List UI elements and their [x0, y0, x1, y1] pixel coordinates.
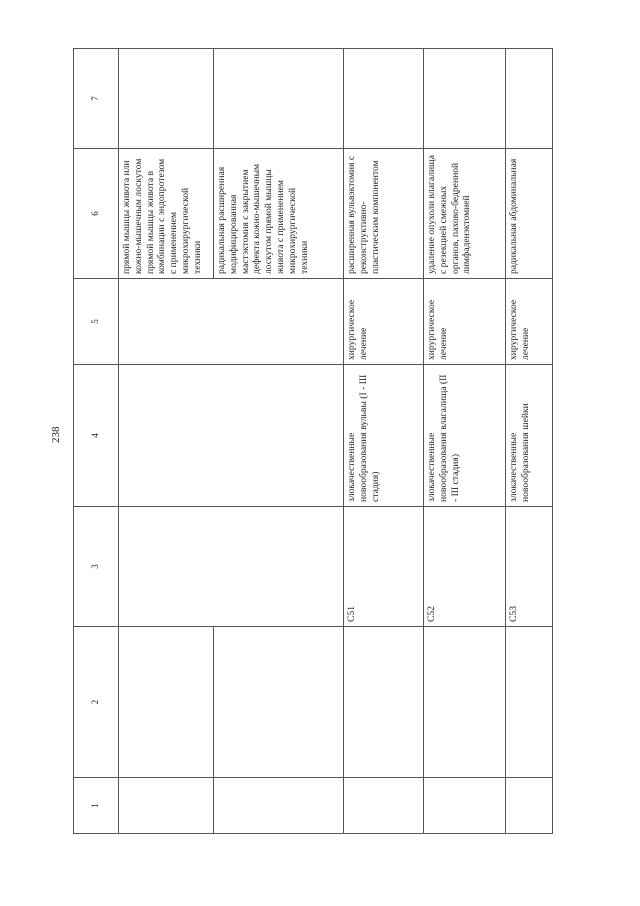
- table-row: [506, 49, 553, 834]
- table-cell: прямой мышцы живота или кожно-мышечным лоскутом прямой мышцы живота в комбинации с эндопротезом с применением микрохирургической техники: [119, 149, 214, 279]
- table-cell: C53: [506, 507, 553, 627]
- rotated-table-container: [73, 49, 553, 834]
- table-cell: [119, 778, 214, 834]
- table-cell: хирургическое лечение: [424, 279, 506, 365]
- table-cell: злокачественные новообразования вульвы (I - III стадия): [344, 365, 424, 507]
- table-cell: хирургическое лечение: [506, 279, 553, 365]
- table-cell: [119, 507, 214, 627]
- table-row: [344, 49, 424, 834]
- table-cell: [119, 49, 214, 149]
- page-number: 238: [50, 426, 62, 443]
- table-cell: [214, 778, 344, 834]
- table-cell: [506, 627, 553, 778]
- table-cell: [344, 627, 424, 778]
- table-cell: [214, 627, 344, 778]
- table-cell: [119, 627, 214, 778]
- table-cell: [344, 49, 424, 149]
- table-cell: [506, 49, 553, 149]
- column-header-6: 6: [74, 149, 119, 279]
- table-cell: [119, 279, 214, 365]
- medical-procedures-table: [73, 48, 553, 834]
- table-cell: [214, 49, 344, 149]
- table-cell: [424, 778, 506, 834]
- table-cell: [424, 49, 506, 149]
- column-header-4: 4: [74, 365, 119, 507]
- table-cell: [424, 627, 506, 778]
- table-cell: удаление опухоли влагалища с резекцией смежных органов, пахово-бедренной лимфаденэктомией: [424, 149, 506, 279]
- table-row: [214, 49, 344, 834]
- column-header-1: 1: [74, 778, 119, 834]
- column-header-3: 3: [74, 507, 119, 627]
- table-cell: злокачественные новообразования шейки: [506, 365, 553, 507]
- column-header-7: 7: [74, 49, 119, 149]
- table-cell: [214, 507, 344, 627]
- table-row: [119, 49, 214, 834]
- table-cell: C51: [344, 507, 424, 627]
- table-cell: [214, 279, 344, 365]
- column-header-2: 2: [74, 627, 119, 778]
- table-cell: радикальная расширенная модифицированная мастэктомия с закрытием дефекта кожно-мышечным лоскутом прямой мышцы живота с применением микрохирургической техники: [214, 149, 344, 279]
- table-cell: радикальная абдоминальная: [506, 149, 553, 279]
- table-cell: [214, 365, 344, 507]
- table-cell: [506, 778, 553, 834]
- table-row: [424, 49, 506, 834]
- header-row: [74, 49, 119, 834]
- table-cell: [119, 365, 214, 507]
- table-cell: [344, 778, 424, 834]
- column-header-5: 5: [74, 279, 119, 365]
- table-cell: C52: [424, 507, 506, 627]
- table-cell: злокачественные новообразования влагалища (II - III стадия): [424, 365, 506, 507]
- table-cell: хирургическое лечение: [344, 279, 424, 365]
- table-cell: расширенная вульвэктомия с реконструктивно-пластическим компонентом: [344, 149, 424, 279]
